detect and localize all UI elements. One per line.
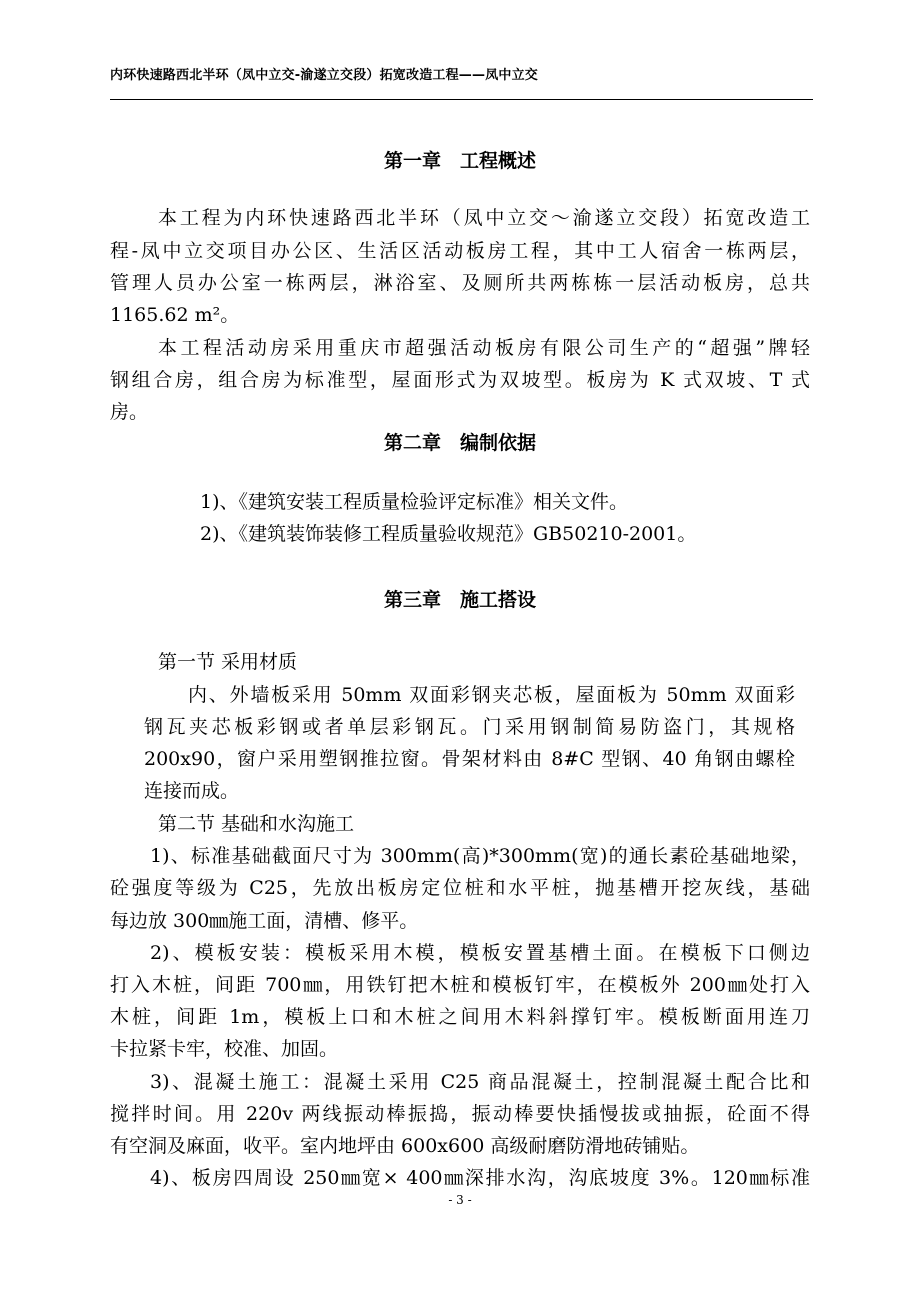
header-divider: [110, 99, 813, 100]
paragraph-line: 3)、混凝土施工：混凝土采用 C25 商品混凝土，控制混凝土配合比和: [150, 1071, 810, 1093]
paragraph-line: 内、外墙板采用 50mm 双面彩钢夹芯板，屋面板为 50mm 双面彩: [188, 684, 795, 706]
section-1-title: 第一节 采用材质: [158, 651, 298, 673]
paragraph-line: 钢瓦夹芯板彩钢或者单层彩钢瓦。门采用钢制简易防盗门，其规格: [144, 716, 795, 738]
page-number: - 3 -: [448, 1193, 472, 1207]
paragraph-line: 2)、模板安装：模板采用木模，模板安置基槽土面。在模板下口侧边: [150, 942, 810, 964]
chapter-3-title: 第三章 施工搭设: [383, 589, 536, 611]
paragraph-line: 打入木桩，间距 700㎜，用铁钉把木桩和模板钉牢，在模板外 200㎜处打入: [110, 974, 810, 996]
paragraph-line: 200x90，窗户采用塑钢推拉窗。骨架材料由 8#C 型钢、40 角钢由螺栓: [144, 748, 795, 770]
list-item: 1)、《建筑安装工程质量检验评定标准》相关文件。: [200, 491, 629, 513]
paragraph-line: 有空洞及麻面，收平。室内地坪由 600x600 高级耐磨防滑地砖铺贴。: [110, 1135, 700, 1157]
paragraph-line: 钢组合房，组合房为标准型，屋面形式为双坡型。板房为 K 式双坡、T 式: [110, 369, 810, 391]
chapter-2-title: 第二章 编制依据: [383, 432, 536, 454]
paragraph-line: 本工程为内环快速路西北半环（凤中立交～渝遂立交段）拓宽改造工: [158, 207, 810, 229]
section-2-title: 第二节 基础和水沟施工: [158, 813, 355, 835]
paragraph-line: 程-凤中立交项目办公区、生活区活动板房工程，其中工人宿舍一栋两层，: [110, 240, 810, 262]
paragraph-line: 搅拌时间。用 220v 两线振动棒振捣，振动棒要快插慢拔或抽振，砼面不得: [110, 1103, 810, 1125]
paragraph-line: 4)、板房四周设 250㎜宽× 400㎜深排水沟，沟底坡度 3%。120㎜标准: [150, 1167, 810, 1189]
paragraph-line: 连接而成。: [144, 780, 240, 802]
paragraph-line: 1)、标准基础截面尺寸为 300mm(高)*300mm(宽)的通长素砼基础地梁，: [150, 845, 810, 867]
chapter-1-title: 第一章 工程概述: [383, 150, 536, 172]
paragraph-line: 木桩，间距 1m，模板上口和木桩之间用木料斜撑钉牢。模板断面用连刀: [110, 1006, 810, 1028]
paragraph-line: 每边放 300㎜施工面，清槽、修平。: [110, 910, 419, 932]
paragraph-line: 砼强度等级为 C25，先放出板房定位桩和水平桩，抛基槽开挖灰线，基础: [110, 877, 810, 899]
paragraph-line: 1165.62 m²。: [110, 304, 240, 326]
paragraph-line: 本工程活动房采用重庆市超强活动板房有限公司生产的“超强”牌轻: [158, 337, 810, 359]
paragraph-line: 管理人员办公室一栋两层，淋浴室、及厕所共两栋栋一层活动板房，总共: [110, 272, 810, 294]
running-header: 内环快速路西北半环（凤中立交-渝遂立交段）拓宽改造工程——凤中立交: [110, 68, 538, 83]
list-item: 2)、《建筑装饰装修工程质量验收规范》GB50210-2001。: [200, 523, 697, 545]
paragraph-line: 房。: [110, 401, 149, 423]
paragraph-line: 卡拉紧卡牢，校准、加固。: [110, 1038, 339, 1060]
